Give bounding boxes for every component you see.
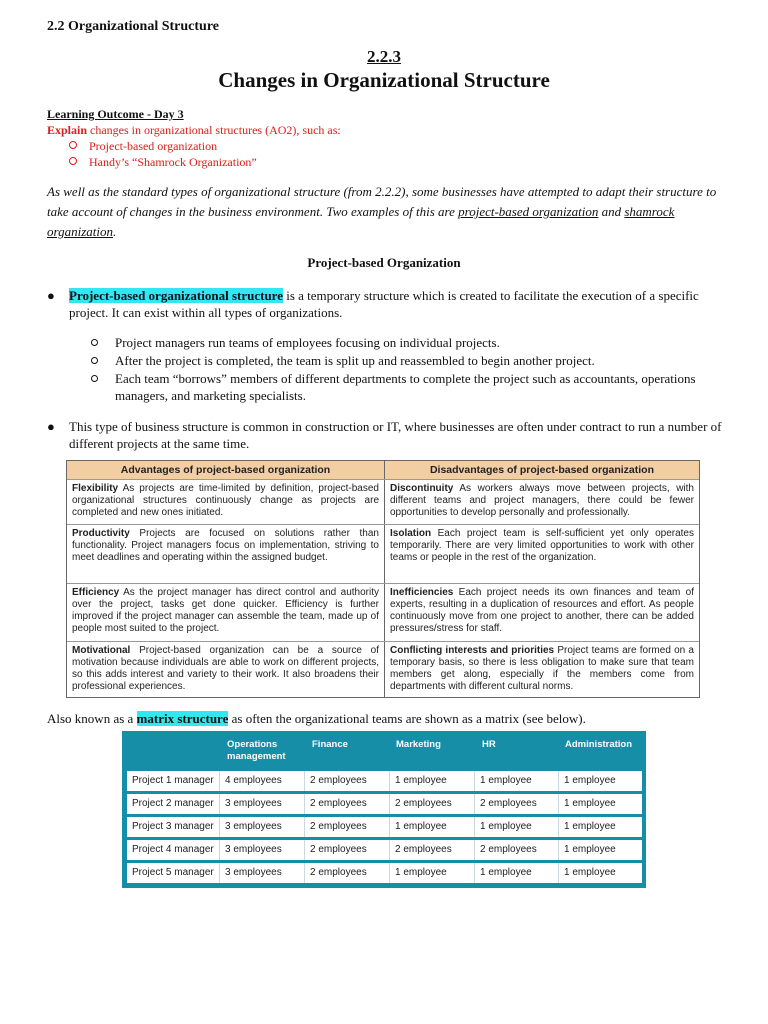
learning-outcome-item: Project-based organization: [69, 139, 217, 154]
advantages-disadvantages-table: [66, 460, 700, 698]
matrix-column-header: HR: [482, 739, 496, 750]
section-number: 2.2.3: [367, 47, 401, 66]
advantage-cell: Efficiency As the project manager has direct control and authority over the project, tasks get done quicker. Efficiency is further improved if the project manager can assemble the team, made up of people most suited to the project.: [72, 587, 379, 634]
advantages-header: Advantages of project-based organization: [67, 461, 384, 479]
matrix-column-header: Administration: [565, 739, 633, 750]
section-heading: 2.2 Organizational Structure: [47, 19, 220, 34]
learning-outcome-verb: Explain: [47, 123, 88, 137]
circle-bullet-icon: [91, 357, 98, 364]
matrix-column-header: Finance: [312, 739, 348, 750]
disadvantage-cell: Isolation Each project team is self-sufficient yet only operates temporarily. There are very limited opportunities to work with other teams or people in the rest of the organization.: [390, 528, 694, 563]
disadvantage-cell: Discontinuity As workers always move between projects, with different teams and project managers, there could be fewer opportunities to develop personally and professionally.: [390, 483, 694, 518]
matrix-row: Project 3 manager 3 employees 2 employees 1 employee 1 employee 1 employee: [127, 817, 642, 837]
bullet-icon: ●: [47, 419, 55, 434]
advantage-cell: Productivity Projects are focused on solutions rather than functionality. Project managers focus on implementation, striving to meet deadlines and operating within the assigned budget.: [72, 528, 379, 563]
matrix-row: Project 4 manager 3 employees 2 employees 2 employees 2 employees 1 employee: [127, 840, 642, 860]
learning-outcome-item: Handy’s “Shamrock Organization”: [69, 155, 257, 170]
circle-bullet-icon: [91, 375, 98, 382]
highlighted-term: matrix structure: [136, 711, 229, 726]
matrix-row: Project 2 manager 3 employees 2 employees 2 employees 2 employees 1 employee: [127, 794, 642, 814]
circle-bullet-icon: [69, 141, 77, 149]
advantage-cell: Motivational Project-based organization can be a source of motivation because individuals are able to work on different projects, so this adds interest and variety to their work. It also broadens their professional experiences.: [72, 645, 379, 692]
page-title: Changes in Organizational Structure: [218, 68, 550, 92]
highlighted-term: Project-based organizational structure: [69, 288, 283, 303]
bullet-icon: ●: [47, 288, 55, 303]
matrix-row: Project 5 manager 3 employees 2 employees 1 employee 1 employee 1 employee: [127, 863, 642, 883]
learning-outcome-label: Learning Outcome - Day 3: [47, 107, 184, 121]
intro-paragraph: As well as the standard types of organizational structure (from 2.2.2), some businesses have attempted to adapt their structure to take account of changes in the business environment. Two examples of this are project-based organization and shamrock organization.: [47, 184, 717, 239]
disadvantage-cell: Inefficiencies Each project needs its own finances and team of experts, resulting in a duplication of resources and effort. As people continuously move from one project to another, there can be added pressures/stress for staff.: [390, 587, 694, 634]
matrix-row: Project 1 manager 4 employees 2 employees 1 employee 1 employee 1 employee: [127, 771, 642, 791]
disadvantage-cell: Conflicting interests and priorities Project teams are formed on a temporary basis, so there is less obligation to make sure that team members get along, especially if the members come from departments with different cultural norms.: [390, 645, 694, 692]
project-based-link: project-based organization: [458, 204, 599, 219]
matrix-table: [122, 731, 646, 888]
matrix-column-header: Operations management: [227, 739, 286, 762]
shamrock-link: shamrock organization: [47, 204, 675, 239]
disadvantages-header: Disadvantages of project-based organization: [385, 461, 699, 479]
matrix-intro-line: Also known as a matrix structure as often the organizational teams are shown as a matrix (see below).: [47, 711, 586, 726]
learning-outcome-text: changes in organizational structures (AO2), such as:: [87, 123, 341, 137]
section-subheading: Project-based Organization: [307, 255, 461, 270]
advantage-cell: Flexibility As projects are time-limited by definition, project-based organizational structures continuously change as projects are completed and new ones initiated.: [72, 483, 379, 518]
learning-outcome-line: [47, 123, 341, 138]
matrix-column-header: Marketing: [396, 739, 441, 750]
circle-bullet-icon: [69, 157, 77, 165]
circle-bullet-icon: [91, 339, 98, 346]
